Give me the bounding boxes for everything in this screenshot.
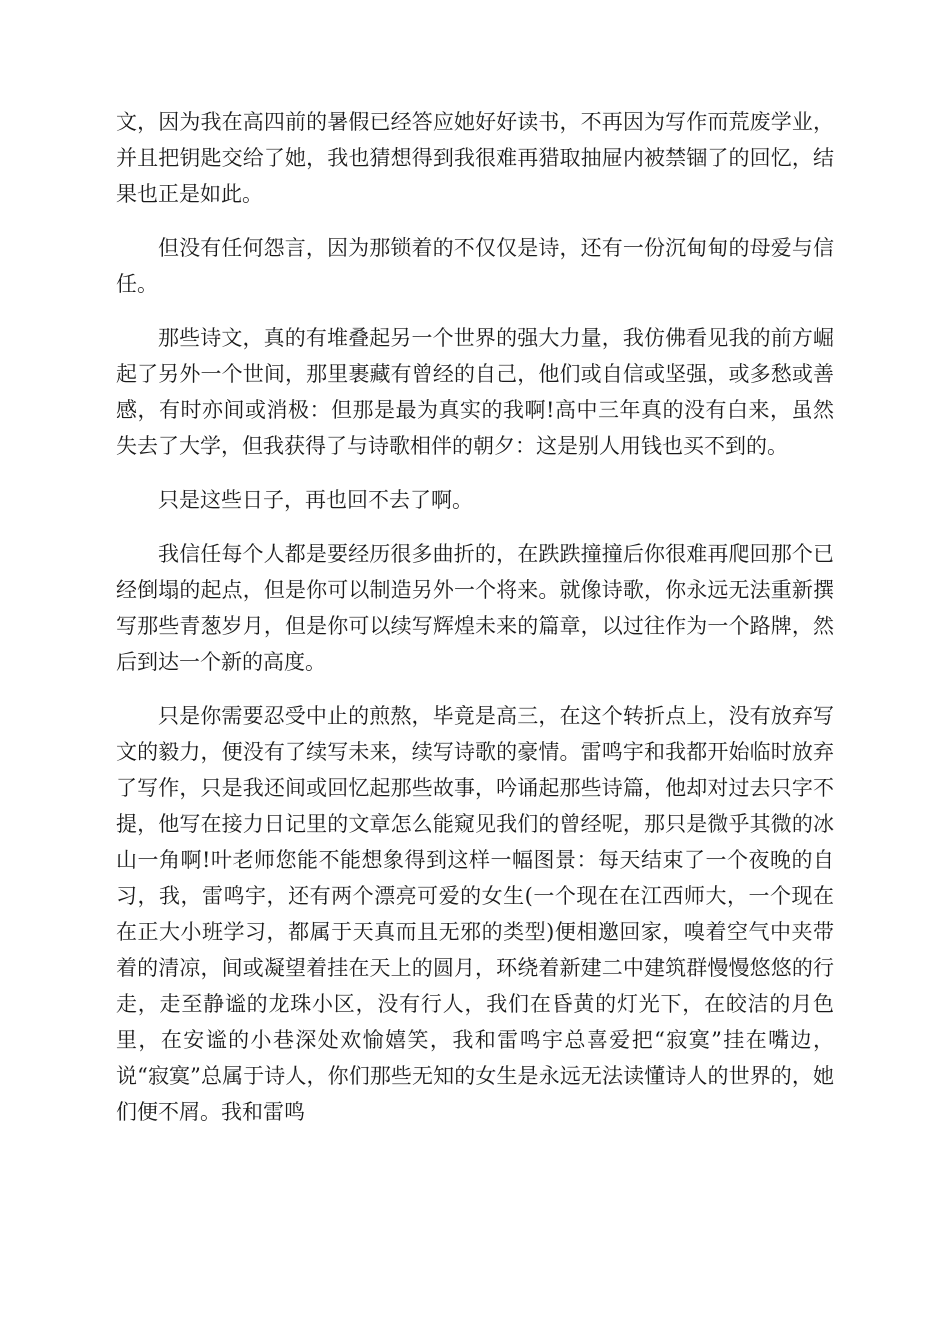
document-page	[116, 104, 834, 1148]
paragraph-2: 但没有任何怨言，因为那锁着的不仅仅是诗，还有一份沉甸甸的母爱与信任。	[116, 236, 834, 296]
paragraph-1: 文，因为我在高四前的暑假已经答应她好好读书，不再因为写作而荒废学业，并且把钥匙交给了她，我也猜想得到我很难再猎取抽屉内被禁锢了的回忆，结果也正是如此。	[116, 110, 834, 206]
paragraph-6: 只是你需要忍受中止的煎熬，毕竟是高三，在这个转折点上，没有放弃写文的毅力，便没有了续写未来，续写诗歌的豪情。雷鸣宇和我都开始临时放弃了写作，只是我还间或回忆起那些故事，吟诵起那些诗篇，他却对过去只字不提，他写在接力日记里的文章怎么能窥见我们的曾经呢，那只是微乎其微的冰山一角啊!叶老师您能不能想象得到这样一幅图景：每天结束了一个夜晚的自习，我，雷鸣宇，还有两个漂亮可爱的女生(一个现在在江西师大，一个现在在正大小班学习，都属于天真而且无邪的类型)便相邀回家，嗅着空气中夹带着的清凉，间或凝望着挂在天上的圆月，环绕着新建二中建筑群慢慢悠悠的行走，走至静谧的龙珠小区，没有行人，我们在昏黄的灯光下，在皎洁的月色里，在安谧的小巷深处欢愉嬉笑，我和雷鸣宇总喜爱把“寂寞”挂在嘴边，说“寂寞”总属于诗人，你们那些无知的女生是永远无法读懂诗人的世界的，她们便不屑。我和雷鸣	[116, 704, 834, 1124]
paragraph-3: 那些诗文，真的有堆叠起另一个世界的强大力量，我仿佛看见我的前方崛起了另外一个世间，那里裹藏有曾经的自己，他们或自信或坚强，或多愁或善感，有时亦间或消极：但那是最为真实的我啊!高中三年真的没有白来，虽然失去了大学，但我获得了与诗歌相伴的朝夕：这是别人用钱也买不到的。	[116, 326, 834, 458]
paragraph-4: 只是这些日子，再也回不去了啊。	[158, 488, 473, 512]
paragraph-5: 我信任每个人都是要经历很多曲折的，在跌跌撞撞后你很难再爬回那个已经倒塌的起点，但是你可以制造另外一个将来。就像诗歌，你永远无法重新撰写那些青葱岁月，但是你可以续写辉煌未来的篇章，以过往作为一个路牌，然后到达一个新的高度。	[116, 542, 834, 674]
